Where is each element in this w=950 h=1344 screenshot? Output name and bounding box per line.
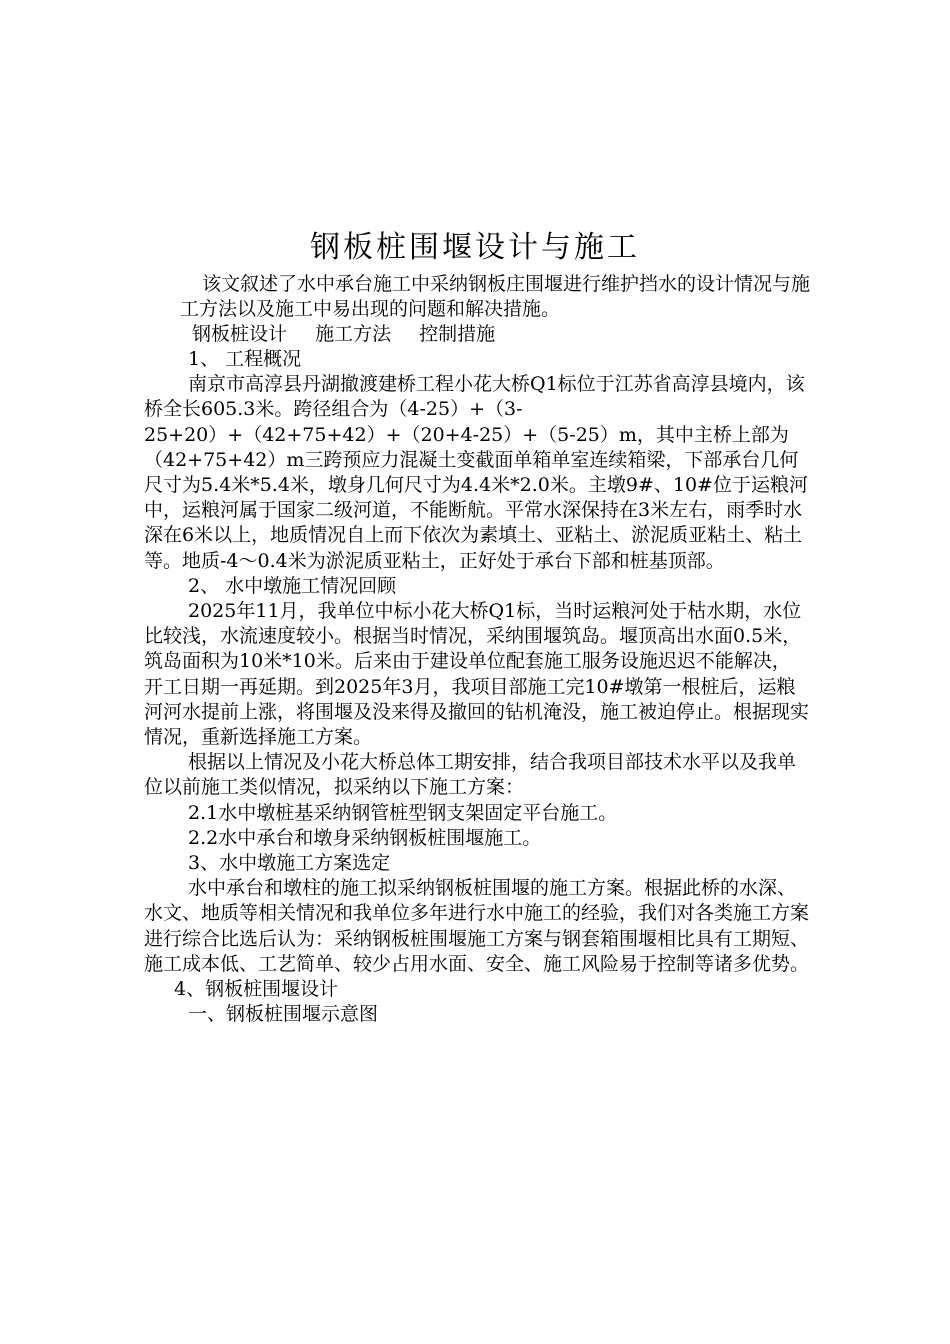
document-body bbox=[144, 347, 809, 1027]
section-2-heading: 2、 水中墩施工情况回顾 bbox=[188, 574, 397, 597]
section-4-heading: 4、钢板桩围堰设计 bbox=[174, 978, 339, 1001]
keyword-2: 施工方法 bbox=[315, 323, 392, 345]
section-2-item-1: 2.1水中墩桩基采纳钢管桩型钢支架固定平台施工。 bbox=[188, 801, 618, 824]
keyword-1: 钢板桩设计 bbox=[192, 323, 288, 345]
section-2-paragraph-2: 根据以上情况及小花大桥总体工期安排，结合我项目部技术水平以及我单位以前施工类似情况，拟采纳以下施工方案： bbox=[144, 751, 797, 799]
keyword-3: 控制措施 bbox=[419, 323, 496, 345]
section-3-heading: 3、水中墩施工方案选定 bbox=[188, 852, 391, 875]
page-title: 钢板桩围堰设计与施工 bbox=[310, 230, 640, 265]
section-3-paragraph-1: 水中承台和墩柱的施工拟采纳钢板桩围堰的施工方案。根据此桥的水深、水文、地质等相关情况和我单位多年进行水中施工的经验，我们对各类施工方案进行综合比选后认为：采纳钢板桩围堰施工方案与钢套箱围堰相比具有工期短、施工成本低、工艺简单、较少占用水面、安全、施工风险易于控制等诸多优势。 bbox=[144, 877, 810, 975]
section-1-heading: 1、 工程概况 bbox=[188, 348, 302, 370]
abstract bbox=[180, 272, 820, 322]
keywords bbox=[192, 322, 517, 347]
abstract-text: 该文叙述了水中承台施工中采纳钢板庄围堰进行维护挡水的设计情况与施工方法以及施工中易出现的问题和解决措施。 bbox=[180, 273, 811, 320]
section-2-item-2: 2.2水中承台和墩身采纳钢板桩围堰施工。 bbox=[188, 826, 542, 849]
section-2-paragraph-1: 2025年11月，我单位中标小花大桥Q1标，当时运粮河处于枯水期，水位比较浅，水流速度较小。根据当时情况，采纳围堰筑岛。堰顶高出水面0.5米，筑岛面积为10米*10米。后来由于建设单位配套施工服务设施迟迟不能解决，开工日期一再延期。到2025年3月，我项目部施工完10#墩第一根桩后，运粮河河水提前上涨，将围堰及没来得及撤回的钻机淹没，施工被迫停止。根据现实情况，重新选择施工方案。 bbox=[144, 600, 810, 749]
section-1-paragraph-1: 南京市高淳县丹湖撤渡建桥工程小花大桥Q1标位于江苏省高淳县境内，该桥全长605.3米。跨径组合为（4-25）+（3-25+20）+（42+75+42）+（20+4-25）+（5-25）m，其中主桥上部为（42+75+42）m三跨预应力混凝土变截面单箱单室连续箱梁，下部承台几何尺寸为5.4米*5.4米，墩身几何尺寸为4.4米*2.0米。主墩9#、10#位于运粮河中，运粮河属于国家二级河道，不能断航。平常水深保持在3米左右，雨季时水深在6米以上，地质情况自上而下依次为素填土、亚粘土、淤泥质亚粘土、粘土等。地质-4～0.4米为淤泥质亚粘土，正好处于承台下部和桩基顶部。 bbox=[144, 373, 808, 572]
section-4-subheading-1: 一、钢板桩围堰示意图 bbox=[188, 1003, 379, 1026]
